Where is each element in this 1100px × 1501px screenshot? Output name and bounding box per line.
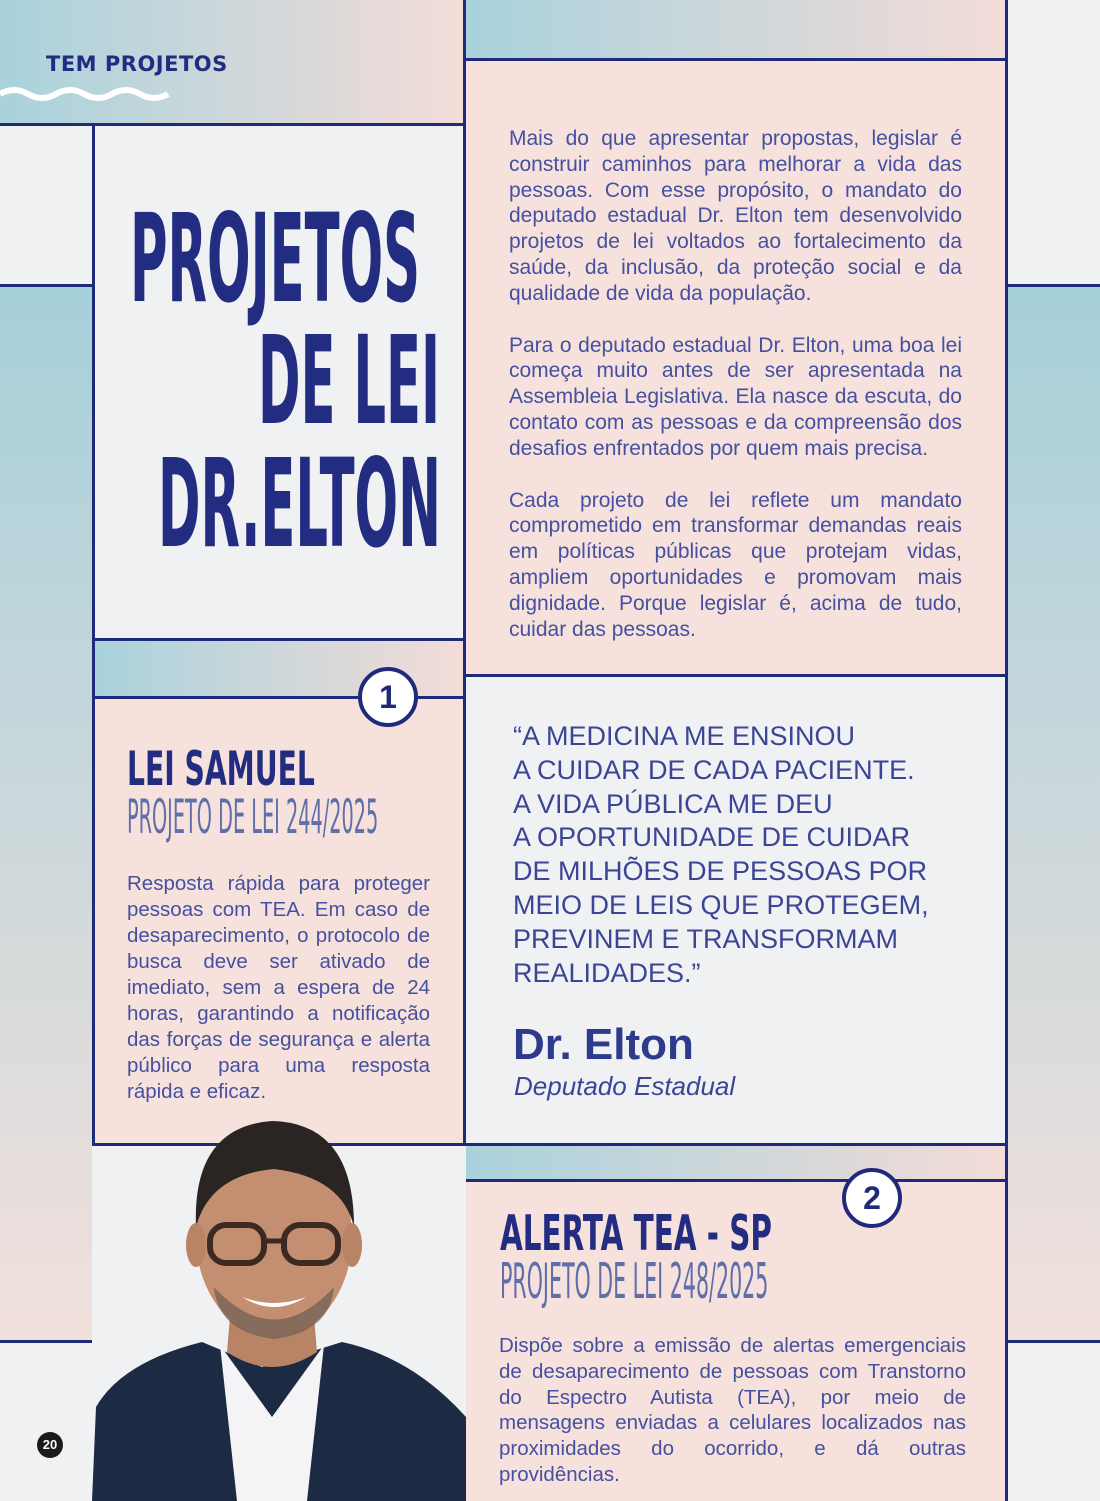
- divider-band-right: [466, 1146, 1006, 1179]
- law1-title: LEI SAMUEL: [127, 742, 315, 797]
- law2-description: Dispõe sobre a emissão de alertas emergenciais de desaparecimento de pessoas com Transtorno do Espectro Autista (TEA), por meio de mensagens enviadas a celulares localizados nas proximidades do ocorrido, e dá outras providências.: [499, 1334, 966, 1486]
- intro-paragraph: Cada projeto de lei reflete um mandato comprometido em transformar demandas reais em políticas públicas que protejam vidas, ampliem oportunidades e promovam mais dignidade. Porque legislar é, acima de tudo, cuidar das pessoas.: [509, 488, 962, 641]
- section-label: TEM PROJETOS: [46, 52, 228, 76]
- grid-line: [0, 284, 92, 287]
- quote-line: DE MILHÕES DE PESSOAS POR: [513, 856, 928, 887]
- far-right-bottom-panel: [1008, 1343, 1100, 1501]
- page-number: 20: [37, 1432, 63, 1458]
- law2-subtitle: PROJETO DE LEI 248/2025: [500, 1253, 769, 1310]
- law2-title: ALERTA TEA - SP: [500, 1205, 772, 1262]
- quote-line: A VIDA PÚBLICA ME DEU: [513, 788, 833, 819]
- law1-number-badge: 1: [358, 667, 418, 727]
- hero-title-line-2: DE LEI: [258, 310, 441, 452]
- law1-description: Resposta rápida para proteger pessoas com TEA. Em caso de desaparecimento, o protocolo de busca deve ser ativado de imediato, sem a espera de 24 horas, garantindo a notificação das forças de segurança e alerta público para uma resposta rápida e eficaz.: [127, 872, 430, 1103]
- top-right-band: [466, 0, 1006, 58]
- quote-line: PREVINEM E TRANSFORMAM: [513, 923, 899, 954]
- left-margin-teal-panel: [0, 287, 92, 1340]
- hero-title-line-3: DR.ELTON: [158, 433, 441, 575]
- quote-line: REALIDADES.”: [513, 957, 701, 988]
- wave-decoration: [0, 80, 175, 104]
- far-right-top-panel: [1008, 0, 1100, 284]
- grid-line: [1005, 0, 1008, 1501]
- grid-line: [466, 1179, 1008, 1182]
- quote-line: A OPORTUNIDADE DE CUIDAR: [513, 822, 911, 853]
- quote-line: A CUIDAR DE CADA PACIENTE.: [513, 754, 915, 785]
- grid-line: [92, 638, 463, 641]
- grid-line: [466, 58, 1008, 61]
- intro-text: [509, 126, 962, 642]
- grid-line: [1008, 1340, 1100, 1343]
- grid-line: [0, 123, 466, 126]
- intro-paragraph: Mais do que apresentar propostas, legislar é construir caminhos para melhorar a vida das pessoas. Com esse propósito, o mandato do deputado estadual Dr. Elton tem desenvolvido projetos de lei voltados ao fortalecimento da saúde, da inclusão, da proteção social e da qualidade de vida da população.: [509, 127, 962, 305]
- quote-author: Dr. Elton: [513, 1020, 694, 1069]
- quote-text: [513, 720, 983, 990]
- law2-number-badge: 2: [842, 1168, 902, 1228]
- intro-paragraph: Para o deputado estadual Dr. Elton, uma boa lei começa muito antes de ser apresentada na Assembleia Legislativa. Ela nasce da escuta, do contato com as pessoas e da compreensão dos desafios enfrentados por quem mais precisa.: [509, 333, 962, 460]
- hero-title-line-1: PROJETOS: [130, 188, 421, 330]
- grid-line: [466, 674, 1008, 677]
- grid-line: [1008, 284, 1100, 287]
- quote-line: “A MEDICINA ME ENSINOU: [513, 721, 856, 751]
- left-margin-top-panel: [0, 127, 92, 284]
- portrait-photo: [92, 1117, 466, 1501]
- quote-line: MEIO DE LEIS QUE PROTEGEM,: [513, 889, 929, 920]
- grid-line: [466, 1143, 1008, 1146]
- left-margin-bottom-panel: [0, 1343, 92, 1501]
- grid-line: [92, 124, 95, 1144]
- far-right-teal-panel: [1008, 287, 1100, 1340]
- law1-subtitle: PROJETO DE LEI 244/2025: [127, 790, 379, 845]
- quote-author-role: Deputado Estadual: [514, 1071, 736, 1101]
- grid-line: [0, 1340, 92, 1343]
